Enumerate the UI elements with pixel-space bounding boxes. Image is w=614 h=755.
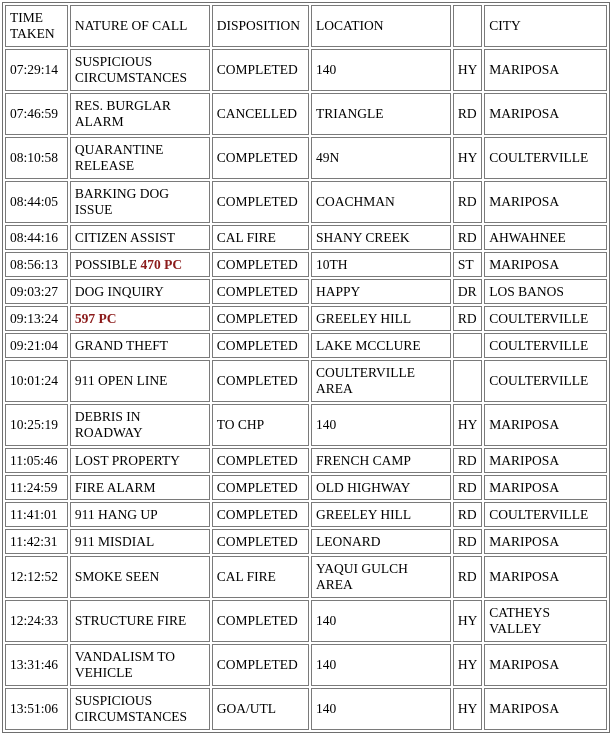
header-city: CITY	[484, 5, 607, 47]
location-cell: 140	[311, 600, 451, 642]
time-taken-cell: 08:56:13	[5, 252, 68, 277]
call-log-table	[2, 2, 610, 733]
table-row	[5, 448, 607, 473]
disposition-cell: TO CHP	[212, 404, 309, 446]
disposition-cell: COMPLETED	[212, 279, 309, 304]
city-cell: COULTERVILLE	[484, 502, 607, 527]
table-row	[5, 93, 607, 135]
street-suffix-cell: RD	[453, 93, 482, 135]
header-disposition: DISPOSITION	[212, 5, 309, 47]
street-suffix-cell: RD	[453, 181, 482, 223]
location-cell: YAQUI GULCH AREA	[311, 556, 451, 598]
city-cell: MARIPOSA	[484, 181, 607, 223]
location-cell: COULTERVILLE AREA	[311, 360, 451, 402]
disposition-cell: COMPLETED	[212, 644, 309, 686]
city-cell: MARIPOSA	[484, 448, 607, 473]
city-cell: COULTERVILLE	[484, 306, 607, 331]
street-suffix-cell: RD	[453, 225, 482, 250]
time-taken-cell: 10:01:24	[5, 360, 68, 402]
disposition-cell: COMPLETED	[212, 49, 309, 91]
disposition-cell: CANCELLED	[212, 93, 309, 135]
time-taken-cell: 13:51:06	[5, 688, 68, 730]
street-suffix-cell: HY	[453, 600, 482, 642]
city-cell: MARIPOSA	[484, 688, 607, 730]
time-taken-cell: 11:41:01	[5, 502, 68, 527]
disposition-cell: COMPLETED	[212, 333, 309, 358]
city-cell: MARIPOSA	[484, 475, 607, 500]
disposition-cell: COMPLETED	[212, 306, 309, 331]
nature-of-call-cell	[70, 502, 210, 527]
disposition-cell: CAL FIRE	[212, 556, 309, 598]
header-suffix	[453, 5, 482, 47]
table-row	[5, 181, 607, 223]
nature-of-call-cell	[70, 93, 210, 135]
nature-text: STRUCTURE FIRE	[74, 613, 187, 628]
nature-of-call-cell	[70, 306, 210, 331]
table-row	[5, 556, 607, 598]
street-suffix-cell: HY	[453, 49, 482, 91]
nature-of-call-cell	[70, 137, 210, 179]
time-taken-cell: 10:25:19	[5, 404, 68, 446]
nature-text: FIRE ALARM	[74, 479, 156, 495]
time-taken-cell: 08:10:58	[5, 137, 68, 179]
time-taken-cell: 11:24:59	[5, 475, 68, 500]
city-cell: MARIPOSA	[484, 49, 607, 91]
time-taken-cell: 07:46:59	[5, 93, 68, 135]
nature-of-call-cell	[70, 279, 210, 304]
city-cell: AHWAHNEE	[484, 225, 607, 250]
location-cell: 49N	[311, 137, 451, 179]
location-cell: TRIANGLE	[311, 93, 451, 135]
nature-of-call-cell	[70, 644, 210, 686]
time-taken-cell: 11:42:31	[5, 529, 68, 554]
table-row	[5, 49, 607, 91]
nature-of-call-cell	[70, 404, 210, 446]
street-suffix-cell: HY	[453, 137, 482, 179]
table-row	[5, 225, 607, 250]
header-nature-of-call: NATURE OF CALL	[70, 5, 210, 47]
nature-of-call-cell	[70, 600, 210, 642]
time-taken-cell: 08:44:05	[5, 181, 68, 223]
location-cell: 140	[311, 49, 451, 91]
time-taken-cell: 09:13:24	[5, 306, 68, 331]
street-suffix-cell: RD	[453, 529, 482, 554]
nature-of-call-cell	[70, 688, 210, 730]
table-row	[5, 502, 607, 527]
location-cell: LAKE MCCLURE	[311, 333, 451, 358]
location-cell: COACHMAN	[311, 181, 451, 223]
nature-text: SMOKE SEEN	[74, 569, 160, 584]
table-row	[5, 529, 607, 554]
nature-of-call-cell	[70, 333, 210, 358]
city-cell: MARIPOSA	[484, 252, 607, 277]
nature-text: POSSIBLE	[74, 256, 141, 272]
nature-text: SUSPICIOUS CIRCUMSTANCES	[74, 693, 188, 724]
disposition-cell: COMPLETED	[212, 137, 309, 179]
location-cell: 140	[311, 688, 451, 730]
location-cell: HAPPY	[311, 279, 451, 304]
location-cell: 10TH	[311, 252, 451, 277]
header-row	[5, 5, 607, 47]
table-row	[5, 306, 607, 331]
location-cell: FRENCH CAMP	[311, 448, 451, 473]
time-taken-cell: 13:31:46	[5, 644, 68, 686]
nature-text: VANDALISM TO VEHICLE	[74, 649, 175, 680]
street-suffix-cell: HY	[453, 644, 482, 686]
nature-text: 911 MISDIAL	[74, 533, 155, 549]
street-suffix-cell: RD	[453, 556, 482, 598]
penal-code-highlight: 597 PC	[74, 310, 117, 326]
table-row	[5, 360, 607, 402]
street-suffix-cell: DR	[453, 279, 482, 304]
city-cell: MARIPOSA	[484, 404, 607, 446]
nature-of-call-cell	[70, 252, 210, 277]
time-taken-cell: 09:21:04	[5, 333, 68, 358]
table-row	[5, 333, 607, 358]
table-row	[5, 688, 607, 730]
disposition-cell: COMPLETED	[212, 502, 309, 527]
penal-code-highlight: 470 PC	[140, 256, 183, 272]
nature-of-call-cell	[70, 475, 210, 500]
header-location: LOCATION	[311, 5, 451, 47]
location-cell: GREELEY HILL	[311, 306, 451, 331]
street-suffix-cell: ST	[453, 252, 482, 277]
location-cell: 140	[311, 644, 451, 686]
city-cell: MARIPOSA	[484, 556, 607, 598]
disposition-cell: CAL FIRE	[212, 225, 309, 250]
disposition-cell: COMPLETED	[212, 252, 309, 277]
street-suffix-cell	[453, 333, 482, 358]
nature-text: BARKING DOG ISSUE	[74, 186, 169, 217]
location-cell: SHANY CREEK	[311, 225, 451, 250]
nature-of-call-cell	[70, 49, 210, 91]
table-row	[5, 475, 607, 500]
location-cell: OLD HIGHWAY	[311, 475, 451, 500]
disposition-cell: COMPLETED	[212, 181, 309, 223]
table-row	[5, 137, 607, 179]
street-suffix-cell: RD	[453, 502, 482, 527]
table-row	[5, 279, 607, 304]
nature-text: DOG INQUIRY	[74, 283, 164, 299]
disposition-cell: COMPLETED	[212, 529, 309, 554]
city-cell: MARIPOSA	[484, 93, 607, 135]
nature-of-call-cell	[70, 448, 210, 473]
nature-of-call-cell	[70, 556, 210, 598]
nature-of-call-cell	[70, 181, 210, 223]
table-row	[5, 644, 607, 686]
nature-text: LOST PROPERTY	[74, 452, 180, 468]
location-cell: 140	[311, 404, 451, 446]
table-row	[5, 252, 607, 277]
nature-text: RES. BURGLAR ALARM	[74, 98, 171, 129]
time-taken-cell: 08:44:16	[5, 225, 68, 250]
time-taken-cell: 12:24:33	[5, 600, 68, 642]
time-taken-cell: 11:05:46	[5, 448, 68, 473]
nature-text: 911 HANG UP	[74, 506, 158, 522]
nature-text: CITIZEN ASSIST	[74, 229, 175, 245]
nature-text: 911 OPEN LINE	[74, 373, 168, 388]
street-suffix-cell: RD	[453, 306, 482, 331]
nature-of-call-cell	[70, 360, 210, 402]
street-suffix-cell: HY	[453, 688, 482, 730]
street-suffix-cell: RD	[453, 475, 482, 500]
disposition-cell: GOA/UTL	[212, 688, 309, 730]
location-cell: GREELEY HILL	[311, 502, 451, 527]
nature-of-call-cell	[70, 225, 210, 250]
street-suffix-cell: RD	[453, 448, 482, 473]
street-suffix-cell: HY	[453, 404, 482, 446]
disposition-cell: COMPLETED	[212, 360, 309, 402]
location-cell: LEONARD	[311, 529, 451, 554]
city-cell: CATHEYS VALLEY	[484, 600, 607, 642]
time-taken-cell: 07:29:14	[5, 49, 68, 91]
time-taken-cell: 09:03:27	[5, 279, 68, 304]
city-cell: MARIPOSA	[484, 644, 607, 686]
disposition-cell: COMPLETED	[212, 475, 309, 500]
city-cell: LOS BANOS	[484, 279, 607, 304]
nature-of-call-cell	[70, 529, 210, 554]
city-cell: COULTERVILLE	[484, 137, 607, 179]
nature-text: SUSPICIOUS CIRCUMSTANCES	[74, 54, 188, 85]
city-cell: COULTERVILLE	[484, 360, 607, 402]
header-time-taken: TIME TAKEN	[5, 5, 68, 47]
call-log-body	[5, 49, 607, 730]
table-row	[5, 404, 607, 446]
city-cell: COULTERVILLE	[484, 333, 607, 358]
table-row	[5, 600, 607, 642]
disposition-cell: COMPLETED	[212, 448, 309, 473]
city-cell: MARIPOSA	[484, 529, 607, 554]
street-suffix-cell	[453, 360, 482, 402]
nature-text: GRAND THEFT	[74, 337, 168, 353]
nature-text: DEBRIS IN ROADWAY	[74, 409, 143, 440]
time-taken-cell: 12:12:52	[5, 556, 68, 598]
nature-text: QUARANTINE RELEASE	[74, 142, 164, 173]
disposition-cell: COMPLETED	[212, 600, 309, 642]
